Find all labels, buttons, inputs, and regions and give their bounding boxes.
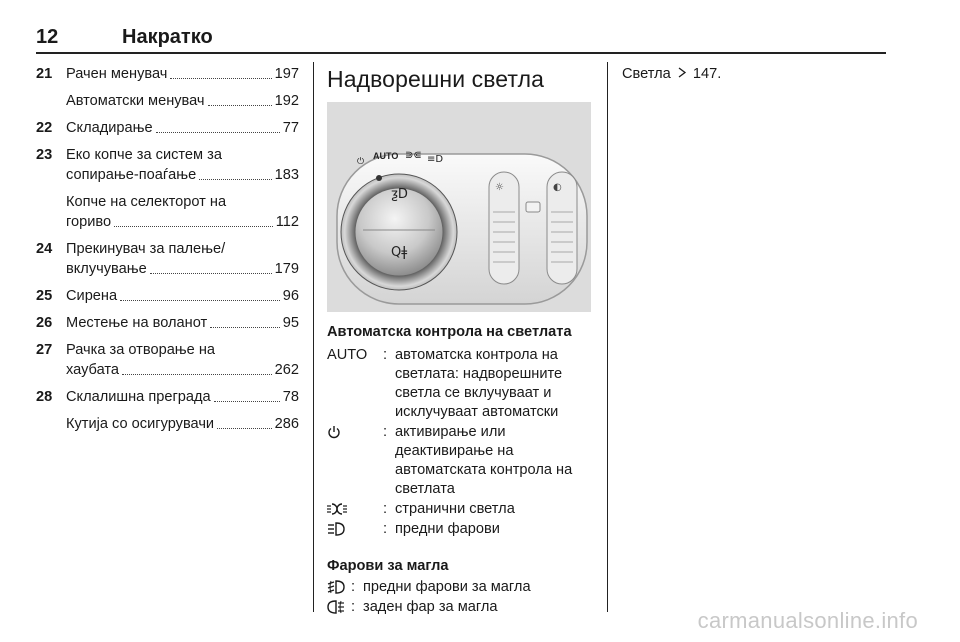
leader-dots <box>120 300 280 301</box>
page-number: 12 <box>36 26 59 48</box>
leader-dots <box>122 374 272 375</box>
front-fog-icon <box>327 578 351 597</box>
entry-text: гориво <box>66 214 112 230</box>
cross-reference <box>622 64 882 84</box>
index-entry <box>36 340 299 380</box>
entry-number: 28 <box>36 389 53 405</box>
definition-text: заден фар за магла <box>363 599 498 615</box>
definition-text: автоматска контрола на светлата: надворешните светла се вклучуваат и исклучуваат автоматски <box>395 347 563 420</box>
entry-page: 95 <box>282 315 299 331</box>
index-entry <box>36 286 299 306</box>
rear-fog-knob-icon: Qǂ <box>391 245 408 260</box>
definition-text: странични светла <box>395 501 515 517</box>
entry-text: Сирена <box>66 288 118 304</box>
entry-text: Еко копче за систем за <box>66 147 222 163</box>
entry-page: 192 <box>274 93 299 109</box>
leader-dots <box>199 179 271 180</box>
definition-text: активирање или деактивирање на автоматската контрола на светлата <box>395 424 573 497</box>
entry-text: Складирање <box>66 120 153 136</box>
colon: : <box>351 599 356 615</box>
colon: : <box>383 424 388 440</box>
leader-dots <box>214 401 280 402</box>
entry-text: Кутија со осигурувачи <box>66 416 215 432</box>
reference-text: Светла <box>622 66 671 82</box>
leader-dots <box>170 78 271 79</box>
index-entry <box>36 91 299 111</box>
index-entry <box>36 64 299 84</box>
index-entry <box>36 192 299 232</box>
page-title: Накратко <box>122 26 213 48</box>
entry-number: 22 <box>36 120 53 136</box>
entry-text: Копче на селекторот на <box>66 194 227 210</box>
entry-page: 96 <box>282 288 299 304</box>
side-light-icon <box>327 500 383 519</box>
entry-text: Склалишна преграда <box>66 389 211 405</box>
arrow-ref-icon <box>677 64 687 84</box>
center-indicator <box>526 202 540 212</box>
reference-page[interactable]: 147. <box>692 66 722 82</box>
headlight-icon <box>327 520 383 539</box>
entry-text: Рачка за отворање на <box>66 342 216 358</box>
power-mark-icon: ⏻ <box>357 156 365 166</box>
entry-page: 183 <box>274 167 299 183</box>
auto-symbol: AUTO <box>327 347 368 363</box>
index-list <box>36 64 299 441</box>
entry-text: Местење на воланот <box>66 315 208 331</box>
entry-number: 27 <box>36 342 53 358</box>
entry-page: 286 <box>274 416 299 432</box>
entry-text: сопирање-поаѓање <box>66 167 197 183</box>
entry-text: Рачен менувач <box>66 66 168 82</box>
index-entry <box>36 145 299 185</box>
leader-dots <box>150 273 272 274</box>
colon: : <box>383 347 388 363</box>
dimmer-wheel-left[interactable] <box>489 172 519 284</box>
panel-dim-icon: ☼ <box>495 182 504 193</box>
index-entry <box>36 118 299 138</box>
header-rule <box>36 52 886 54</box>
index-entry <box>36 387 299 407</box>
entry-text: Прекинувач за палење/ <box>66 241 226 257</box>
index-entry <box>36 414 299 434</box>
index-entry <box>36 313 299 333</box>
section-title: Надворешни светла <box>327 66 544 92</box>
light-switch-illustration <box>327 102 591 312</box>
power-icon <box>327 423 383 499</box>
entry-text: вклучување <box>66 261 147 277</box>
exterior-lights-section <box>327 64 593 618</box>
colon: : <box>383 501 388 517</box>
entry-number: 24 <box>36 241 53 257</box>
knob-indicator <box>376 175 382 181</box>
definition-text: предни фарови <box>395 521 500 537</box>
entry-page: 197 <box>274 66 299 82</box>
leader-dots <box>208 105 272 106</box>
definition-row <box>327 423 593 499</box>
rear-fog-icon <box>327 598 351 617</box>
headlight-mark-icon: ≡D <box>427 154 444 165</box>
dimmer-wheel-right[interactable] <box>547 172 577 284</box>
entry-page: 78 <box>282 389 299 405</box>
front-fog-knob-icon: ƺD <box>391 187 408 202</box>
entry-page: 262 <box>274 362 299 378</box>
leader-dots <box>210 327 280 328</box>
fog-lights-title: Фарови за магла <box>327 558 449 574</box>
entry-number: 26 <box>36 315 53 331</box>
definition-row <box>327 346 593 422</box>
watermark: carmanualsonline.info <box>697 608 918 633</box>
definition-row <box>327 500 593 519</box>
column-divider-left <box>313 62 314 612</box>
leader-dots <box>114 226 273 227</box>
definition-text: предни фарови за магла <box>363 579 531 595</box>
side-light-mark-icon: ⋑⋐ <box>405 150 422 161</box>
definition-row <box>327 598 593 617</box>
column-divider-right <box>607 62 608 612</box>
entry-number: 25 <box>36 288 53 304</box>
illustration-caption: Автоматска контрола на светлата <box>327 324 572 340</box>
entry-page: 179 <box>274 261 299 277</box>
entry-page: 77 <box>282 120 299 136</box>
beam-level-icon: ◐ <box>553 182 562 193</box>
colon: : <box>383 521 388 537</box>
auto-mark: AUTO <box>373 151 399 161</box>
index-entry <box>36 239 299 279</box>
definition-row <box>327 520 593 539</box>
definition-row <box>327 578 593 597</box>
leader-dots <box>156 132 280 133</box>
entry-text: Автоматски менувач <box>66 93 205 109</box>
colon: : <box>351 579 356 595</box>
entry-text: хаубата <box>66 362 120 378</box>
symbol-definitions <box>327 346 593 539</box>
entry-number: 23 <box>36 147 53 163</box>
leader-dots <box>217 428 272 429</box>
entry-number: 21 <box>36 66 53 82</box>
fog-definitions <box>327 578 593 617</box>
entry-page: 112 <box>275 214 299 230</box>
